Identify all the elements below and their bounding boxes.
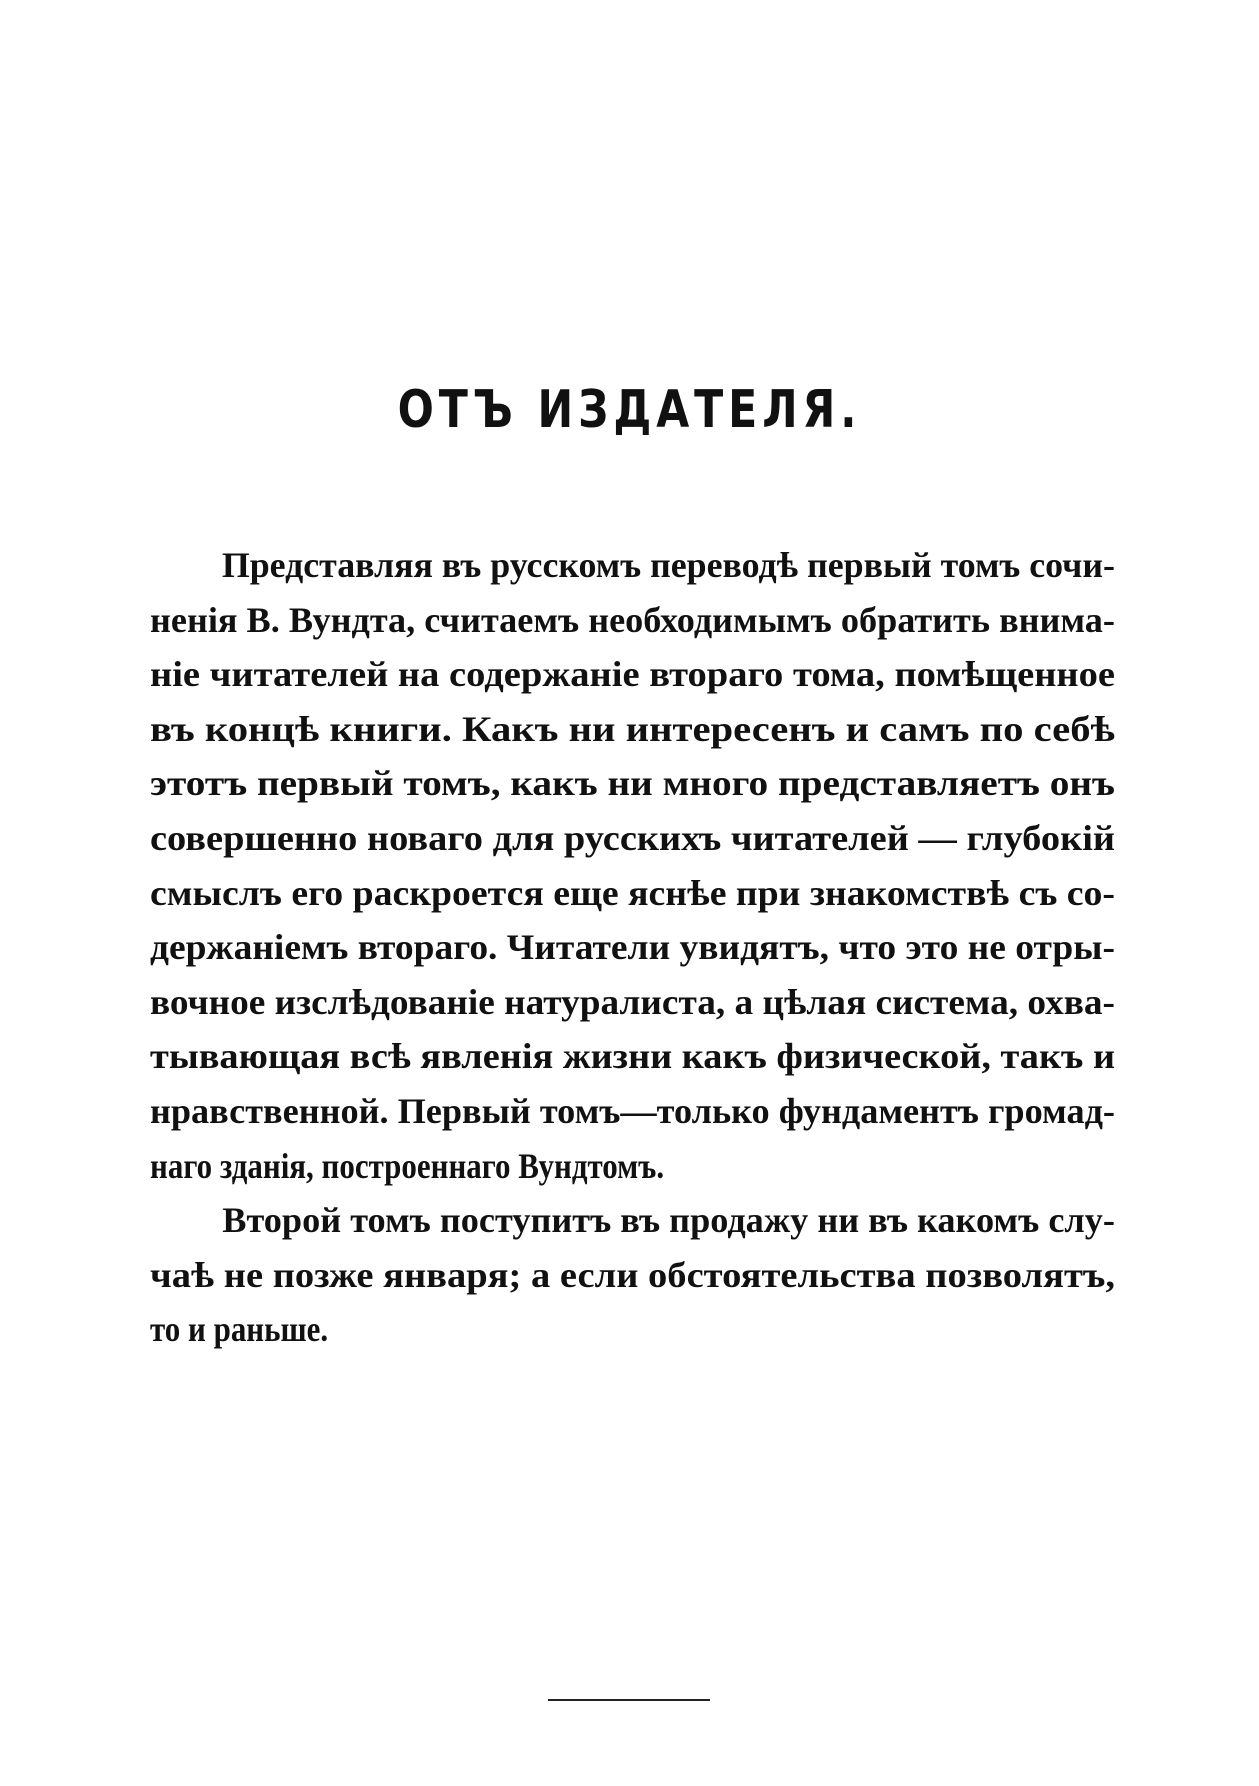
text-line: нравственной. Первый томъ—только фундаментъ громад- xyxy=(150,1090,1115,1131)
text-line: тывающая всѣ явленія жизни какъ физической, такъ и xyxy=(150,1036,1116,1077)
paragraph-1 xyxy=(150,538,1115,1193)
text-line: наго зданія, построеннаго Вундтомъ. xyxy=(150,1145,665,1186)
text-line: чаѣ не позже января; а если обстоятельства позволятъ, xyxy=(150,1254,1115,1295)
text-line: ніе читателей на содержаніе втораго тома, помѣщенное xyxy=(150,654,1116,695)
text-line: въ концѣ книги. Какъ ни интересенъ и самъ по себѣ xyxy=(150,708,1115,749)
text-line: этотъ первый томъ, какъ ни много представляетъ онъ xyxy=(150,763,1115,804)
text-line: смыслъ его раскроется еще яснѣе при знакомствѣ съ со- xyxy=(150,872,1116,913)
page-title: ОТЪ ИЗДАТЕЛЯ. xyxy=(397,380,862,440)
text-line: вочное изслѣдованіе натуралиста, а цѣлая система, охва- xyxy=(150,981,1115,1022)
text-line: ненія В. Вундта, считаемъ необходимымъ обратить внима- xyxy=(150,599,1115,640)
text-line: совершенно новаго для русскихъ читателей — глубокій xyxy=(150,817,1116,858)
text-line: Представляя въ русскомъ переводѣ первый томъ сочи- xyxy=(221,545,1116,585)
text-line: Второй томъ поступитъ въ продажу ни въ какомъ слу- xyxy=(222,1200,1115,1241)
text-line: держаніемъ втораго. Читатели увидятъ, что это не отры- xyxy=(150,927,1115,968)
section-divider xyxy=(548,1699,710,1701)
body-text xyxy=(150,538,1115,1357)
text-line: то и раньше. xyxy=(150,1309,329,1350)
paragraph-2 xyxy=(150,1193,1115,1357)
